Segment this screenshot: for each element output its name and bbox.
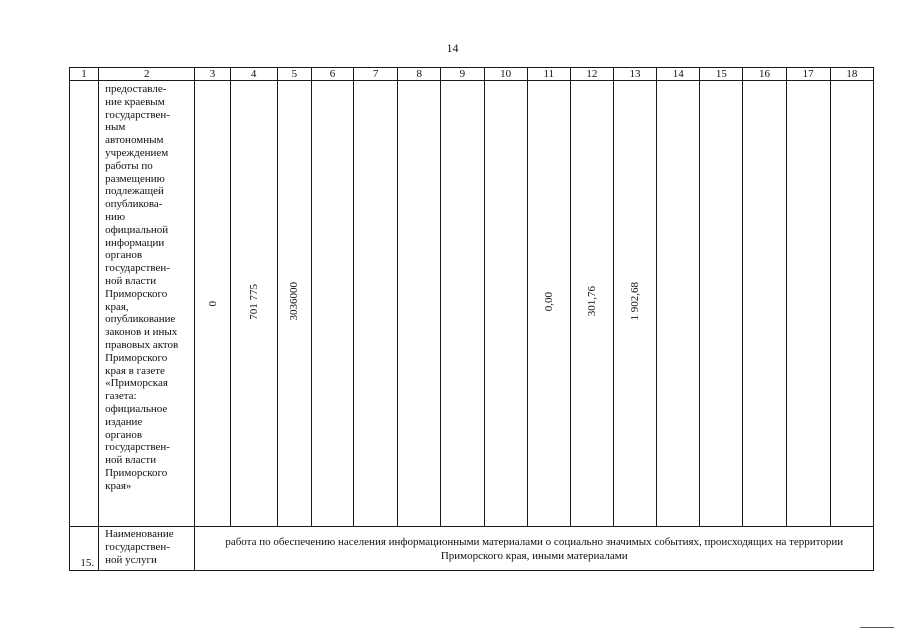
- column-number-cell: 5: [277, 68, 311, 81]
- column-number-cell: 10: [484, 68, 527, 81]
- entry-description-line: законов и иных: [105, 326, 178, 339]
- entry-col4-cell: [230, 81, 277, 527]
- entry-description-line: государствен-: [105, 108, 170, 121]
- column-number-cell: 1: [70, 68, 99, 81]
- row-15-label-line: Наименование: [105, 528, 174, 540]
- entry-description-line: автономным: [105, 134, 164, 147]
- entry-description-line: опубликование: [105, 313, 176, 326]
- entry-col15-cell: [700, 81, 743, 527]
- entry-description-line: опубликова-: [105, 198, 163, 211]
- entry-description-line: края»: [105, 479, 132, 492]
- entry-col12-value: 301,76: [585, 286, 598, 317]
- entry-col12-cell: [570, 81, 613, 527]
- column-number-cell: 2: [99, 68, 195, 81]
- column-number-cell: 17: [786, 68, 830, 81]
- entry-description-line: официальной: [105, 223, 169, 236]
- entry-col6-cell: [311, 81, 353, 527]
- column-number-cell: 15: [700, 68, 743, 81]
- entry-description-line: размещению: [105, 172, 165, 185]
- entry-description-line: органов: [105, 428, 143, 441]
- column-number-cell: 7: [354, 68, 398, 81]
- entry-description-line: Приморского: [105, 287, 168, 300]
- entry-col4-value: 701 775: [247, 283, 260, 320]
- scan-edge-mark: [860, 627, 894, 628]
- entry-col5-value: 3036000: [288, 282, 301, 321]
- column-number-cell: 18: [830, 68, 873, 81]
- entry-col8-cell: [398, 81, 441, 527]
- entry-description-line: ной власти: [105, 274, 157, 287]
- entry-description-line: издание: [105, 415, 143, 428]
- column-number-cell: 16: [743, 68, 786, 81]
- column-number-cell: 11: [527, 68, 570, 81]
- row-15-service-name-cell: [195, 527, 874, 571]
- entry-description-line: газета:: [105, 390, 137, 403]
- column-number-cell: 13: [613, 68, 656, 81]
- entry-description-line: информации: [105, 236, 165, 249]
- entry-col14-cell: [657, 81, 700, 527]
- entry-description-cell: [99, 81, 195, 527]
- row-15-label-cell: [99, 527, 195, 571]
- page-number: 14: [446, 41, 459, 55]
- entry-col13-cell: [613, 81, 656, 527]
- column-number-cell: 6: [311, 68, 353, 81]
- entry-description-line: государствен-: [105, 441, 170, 454]
- column-number-cell: 12: [570, 68, 613, 81]
- column-number-cell: 14: [657, 68, 700, 81]
- entry-description-line: органов: [105, 249, 143, 262]
- row-15-service-name-line: Приморского края, иными материалами: [440, 549, 628, 562]
- row-15: [70, 527, 874, 571]
- entry-col11-cell: [527, 81, 570, 527]
- entry-description-line: государствен-: [105, 262, 170, 275]
- entry-description-line: подлежащей: [105, 185, 164, 198]
- entry-col9-cell: [441, 81, 484, 527]
- entry-description-line: правовых актов: [105, 338, 179, 351]
- entry-col11-value: 0,00: [542, 291, 555, 312]
- row-15-service-name-line: работа по обеспечению населения информационными материалами о социально значимых событиях, происходящих на территории: [225, 535, 844, 548]
- entry-col7-cell: [354, 81, 398, 527]
- entry-description-line: предоставле-: [105, 83, 167, 95]
- row-15-number: 15.: [70, 527, 99, 571]
- entry-number-cell: [70, 81, 99, 527]
- entry-description-line: края в газете: [105, 364, 165, 377]
- service-entry-row: [70, 81, 874, 527]
- column-number-row: [70, 68, 874, 81]
- budget-table: [69, 67, 874, 571]
- entry-col5-cell: [277, 81, 311, 527]
- entry-description-line: нию: [105, 210, 126, 223]
- entry-description-line: ной власти: [105, 454, 157, 467]
- entry-col18-cell: [830, 81, 873, 527]
- entry-col16-cell: [743, 81, 786, 527]
- column-number-cell: 9: [441, 68, 484, 81]
- entry-col17-cell: [786, 81, 830, 527]
- entry-description-line: Приморского: [105, 351, 168, 364]
- column-number-cell: 8: [398, 68, 441, 81]
- entry-col13-value: 1 902,68: [629, 282, 642, 321]
- entry-description-line: официальное: [105, 402, 168, 415]
- row-15-label-line: ной услуги: [105, 553, 157, 566]
- entry-col10-cell: [484, 81, 527, 527]
- entry-description-line: «Приморская: [105, 377, 168, 390]
- entry-col3-value: 0: [206, 300, 219, 307]
- column-number-cell: 4: [230, 68, 277, 81]
- entry-col3-cell: [195, 81, 230, 527]
- column-number-cell: 3: [195, 68, 230, 81]
- row-15-label-line: государствен-: [105, 540, 170, 553]
- entry-description-line: края,: [105, 300, 129, 313]
- entry-description-line: Приморского: [105, 466, 168, 479]
- entry-description-line: учреждением: [105, 146, 169, 159]
- entry-description-line: ным: [105, 121, 126, 134]
- entry-description-line: работы по: [105, 159, 153, 172]
- entry-description-line: ние краевым: [105, 95, 165, 108]
